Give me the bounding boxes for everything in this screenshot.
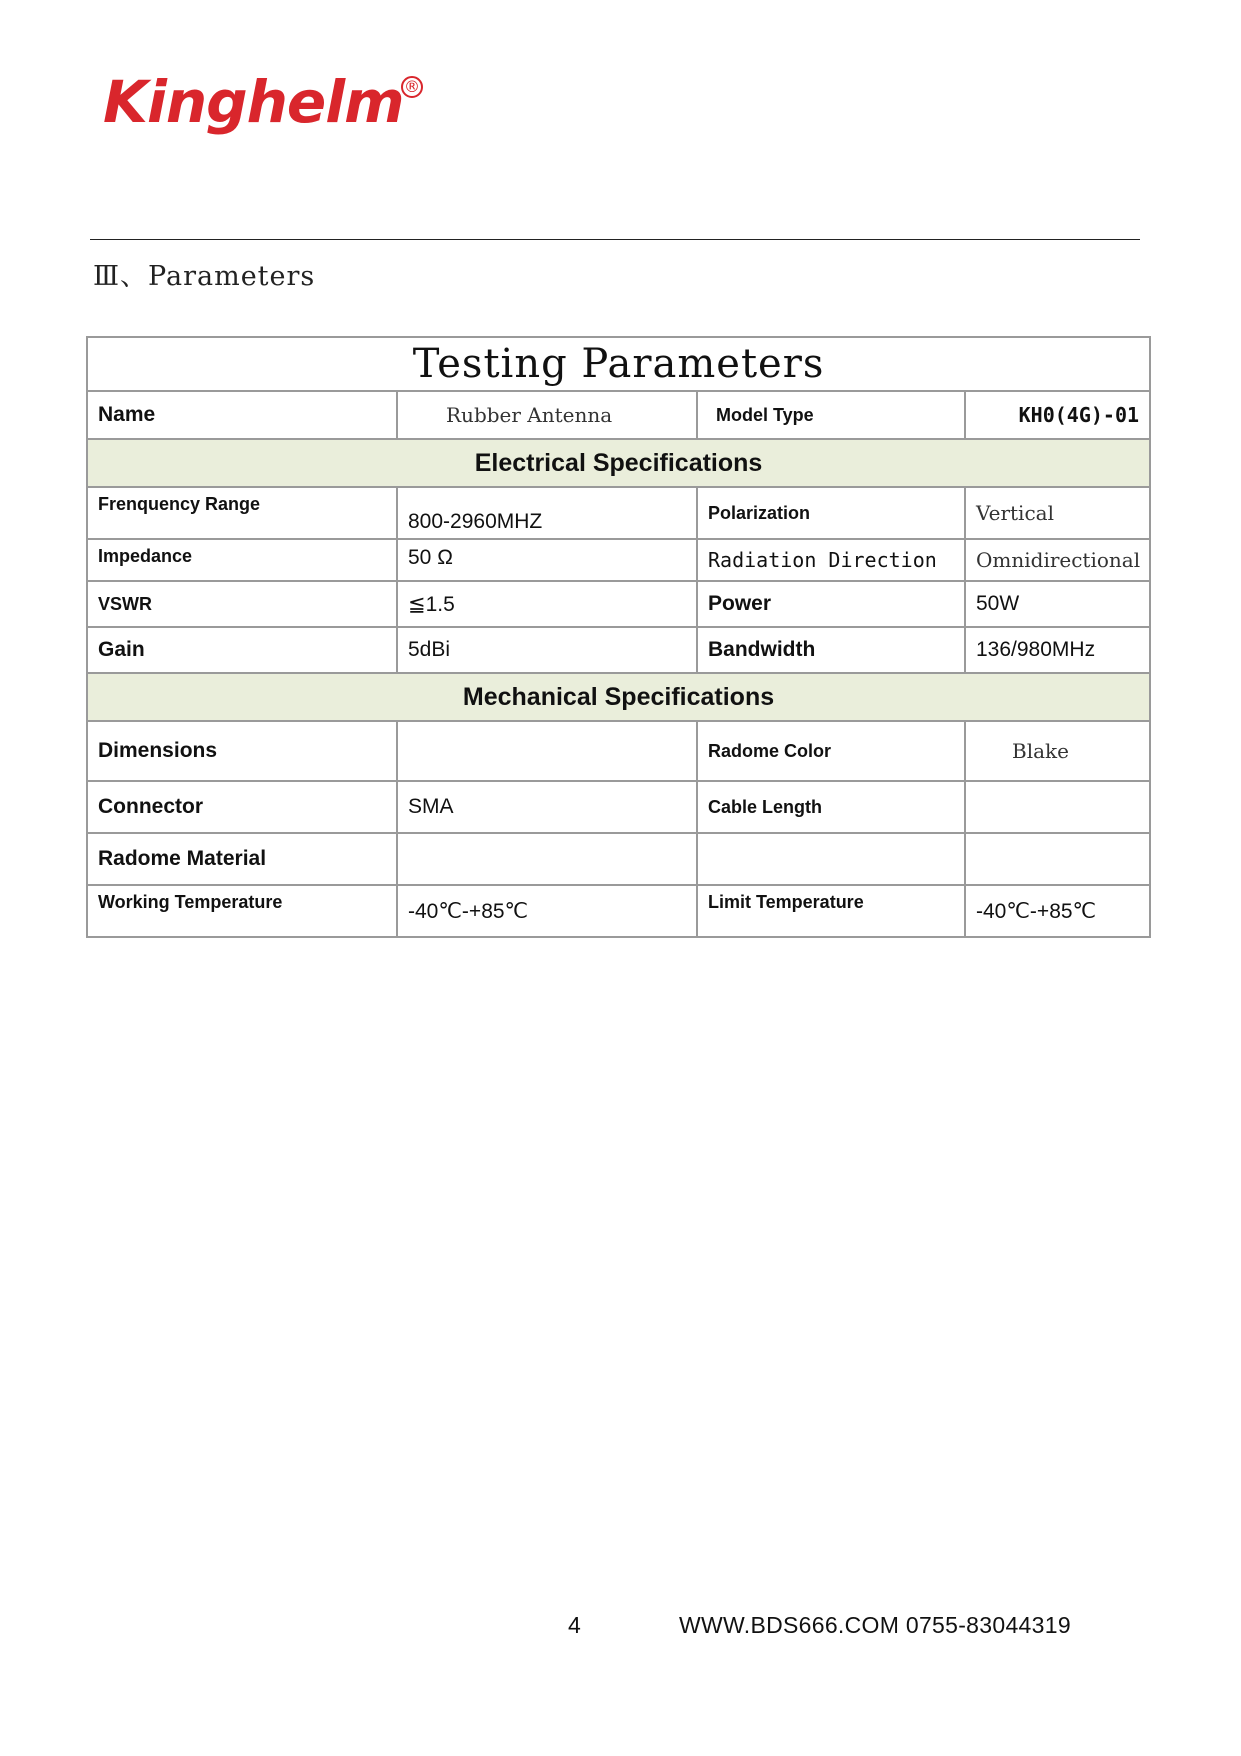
table-row: [87, 781, 1150, 833]
empty-label: [697, 833, 965, 885]
page-number: 4: [568, 1612, 581, 1638]
impedance-label: Impedance: [87, 539, 397, 581]
electrical-specifications-header: Electrical Specifications: [87, 439, 1150, 487]
footer-contact: WWW.BDS666.COM 0755-83044319: [679, 1612, 1071, 1638]
gain-value: 5dBi: [397, 627, 697, 673]
dimensions-value: [397, 721, 697, 781]
bandwidth-value: 136/980MHz: [965, 627, 1150, 673]
limit-temperature-label: Limit Temperature: [697, 885, 965, 937]
table-row: [87, 833, 1150, 885]
table-row: [87, 721, 1150, 781]
model-type-value: KH0(4G)-01: [965, 391, 1150, 439]
vswr-value: ≦1.5: [397, 581, 697, 627]
impedance-value: 50 Ω: [397, 539, 697, 581]
power-value: 50W: [965, 581, 1150, 627]
radome-material-value: [397, 833, 697, 885]
working-temperature-value: -40℃-+85℃: [397, 885, 697, 937]
power-label: Power: [697, 581, 965, 627]
table-row: [87, 487, 1150, 539]
model-type-label: Model Type: [697, 391, 965, 439]
radome-color-value: Blake: [965, 721, 1150, 781]
logo-text: Kinghelm: [103, 68, 404, 136]
section-title: Ⅲ、Parameters: [93, 261, 316, 292]
header-divider: [90, 239, 1140, 240]
registered-mark: ®: [401, 76, 423, 98]
radiation-direction-label: Radiation Direction: [697, 539, 965, 581]
polarization-value: Vertical: [965, 487, 1150, 539]
connector-label: Connector: [87, 781, 397, 833]
mechanical-specifications-header: Mechanical Specifications: [87, 673, 1150, 721]
bandwidth-label: Bandwidth: [697, 627, 965, 673]
cable-length-value: [965, 781, 1150, 833]
gain-label: Gain: [87, 627, 397, 673]
connector-value: SMA: [397, 781, 697, 833]
name-value: Rubber Antenna: [397, 391, 697, 439]
working-temperature-label: Working Temperature: [87, 885, 397, 937]
frequency-range-value: 800-2960MHZ: [397, 487, 697, 539]
table-row: [87, 539, 1150, 581]
radiation-direction-value: Omnidirectional: [965, 539, 1150, 581]
dimensions-label: Dimensions: [87, 721, 397, 781]
vswr-label: VSWR: [87, 581, 397, 627]
limit-temperature-value: -40℃-+85℃: [965, 885, 1150, 937]
empty-value: [965, 833, 1150, 885]
radome-color-label: Radome Color: [697, 721, 965, 781]
kinghelm-logo: [103, 68, 420, 136]
table-title: Testing Parameters: [87, 337, 1150, 391]
table-row: [87, 627, 1150, 673]
table-row: [87, 885, 1150, 937]
testing-parameters-table: [86, 336, 1151, 938]
name-label: Name: [87, 391, 397, 439]
polarization-label: Polarization: [697, 487, 965, 539]
cable-length-label: Cable Length: [697, 781, 965, 833]
table-row: [87, 581, 1150, 627]
radome-material-label: Radome Material: [87, 833, 397, 885]
frequency-range-label: Frenquency Range: [87, 487, 397, 539]
